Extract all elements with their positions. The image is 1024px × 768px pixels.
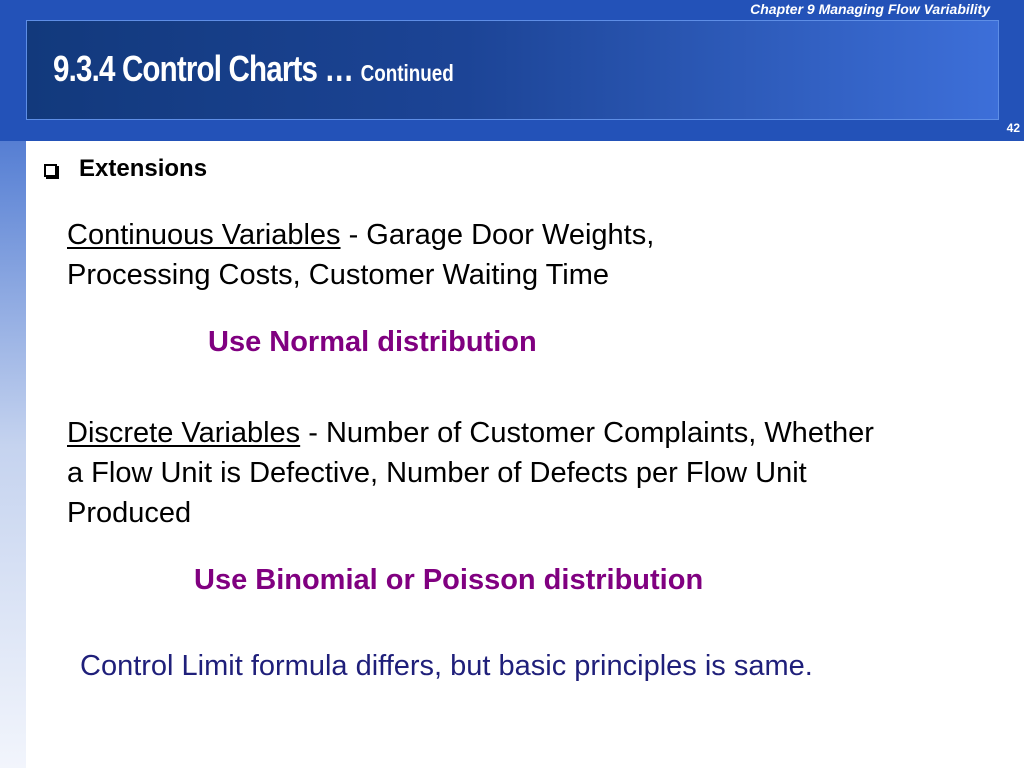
bullet-extensions <box>44 155 207 183</box>
header-bar <box>0 0 1024 141</box>
square-bullet-icon <box>44 164 57 177</box>
discrete-variables-term: Discrete Variables <box>67 417 301 449</box>
slide-title-sub: Continued <box>360 60 454 86</box>
normal-distribution-note: Use Normal distribution <box>208 326 537 358</box>
slide-title-main: 9.3.4 Control Charts … <box>53 48 354 89</box>
continuous-variables-term: Continuous Variables <box>67 219 341 251</box>
page-number: 42 <box>1006 121 1020 135</box>
bullet-label: Extensions <box>79 155 208 182</box>
slide-title <box>53 47 454 95</box>
summary-statement: Control Limit formula differs, but basic principles is same. <box>80 650 813 682</box>
continuous-variables-paragraph <box>67 215 787 295</box>
discrete-variables-paragraph <box>67 413 897 533</box>
continuous-variables-description: - Garage Door Weights, Processing Costs, Customer Waiting Time <box>67 219 655 291</box>
chapter-label: Chapter 9 Managing Flow Variability <box>750 1 990 17</box>
binomial-poisson-distribution-note: Use Binomial or Poisson distribution <box>194 564 704 596</box>
discrete-variables-description: - Number of Customer Complaints, Whether a Flow Unit is Defective, Number of Defects per Flow Unit Produced <box>67 417 874 529</box>
